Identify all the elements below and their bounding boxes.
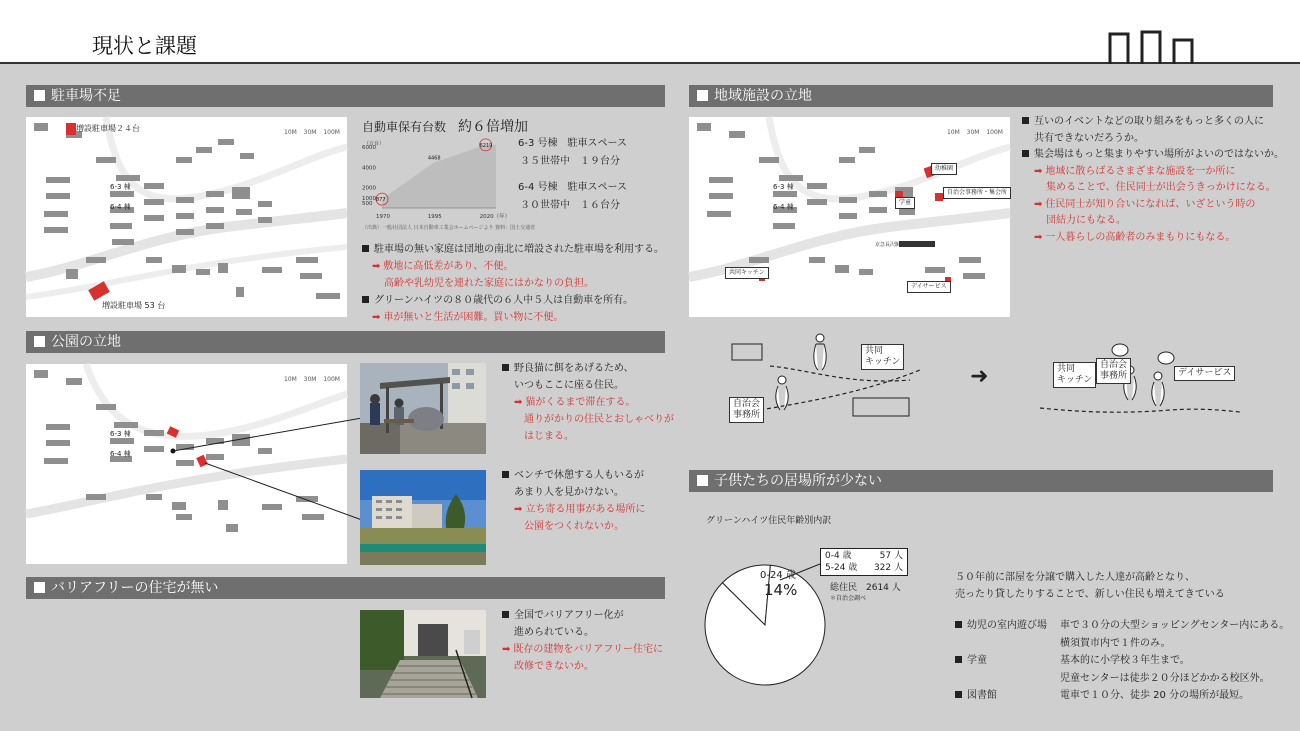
pie-percent: 14% [764, 581, 798, 599]
park-notes-2: ベンチで休憩する人もいるが あまり人を見かけない。 ➡ 立ち寄る用事がある場所に 公園をつくれないか。 [502, 467, 645, 535]
map-label-kitchen: 共同キッチン [725, 267, 769, 279]
park-map-b64: 6-4 棟 [110, 450, 131, 458]
parking-notes: 駐車場の無い家庭は団地の南北に増設された駐車場を利用する。 ➡ 敷地に高低差があり、不便。 高齢や乳幼児を連れた家庭にはかなりの負担。 グリーンハイツの８０歳代の６人中５人は自動車を所有。 ➡ 車が無いと生活が困難。買い物に不便。 [362, 241, 664, 326]
map-label-b64: 6-4 棟 [110, 203, 131, 211]
pie-callout-line [780, 560, 824, 584]
chart-y-tick: 1000 [362, 195, 376, 202]
facilities-map-b63: 6-3 棟 [773, 183, 794, 191]
park-scale-bar: 10M 30M 100M [284, 376, 340, 383]
chart-data-label: 6219 [479, 142, 493, 149]
diagram-office2-box: 自治会 事務所 [1096, 358, 1131, 384]
section-heading-children: 子供たちの居場所が少ない [689, 470, 1273, 492]
total-residents-note: ＊自治会調べ [830, 595, 867, 602]
age-breakdown-box: 0-4 歳 57 人 5-24 歳 322 人 [820, 548, 908, 576]
map-label-dayservice: デイサービス [907, 281, 951, 293]
page-title: 現状と課題 [92, 34, 197, 58]
chart-y-tick: 500 [362, 200, 373, 207]
section-heading-facilities: 地域施設の立地 [689, 85, 1273, 107]
map-label-lot2: 増設駐車場 53 台 [102, 301, 166, 310]
diagram-kitchen2-box: 共同 キッチン [1053, 362, 1096, 388]
park-map-b63: 6-3 棟 [110, 430, 131, 438]
scale-bar: 10M 30M 100M [284, 129, 340, 136]
map-label-lot1: 増設駐車場２４台 [76, 124, 140, 133]
section-heading-barrier-free: バリアフリーの住宅が無い [26, 577, 665, 599]
pie-label: 0-24 歳 [760, 570, 796, 581]
table-row: 幼児の室内遊び場 車で３０分の大型ショッピングセンター内にある。 [955, 617, 1289, 635]
chart-y-tick: 6000 [362, 145, 376, 152]
photo-park-bench [360, 470, 486, 565]
chart-data-label: 877 [376, 197, 386, 204]
diagram-kitchen-box: 共同 キッチン [861, 344, 904, 370]
map-label-office: 自治会事務所・集会所 [943, 187, 1011, 199]
parking-space-6-4: 6-4 号棟 駐車スペース ３０世帯中 １６台分 [518, 182, 628, 211]
facilities-scale-bar: 10M 30M 100M [947, 129, 1003, 136]
chart-x-tick: 1995 [427, 214, 442, 220]
facilities-notes: 互いのイベントなどの取り組みをもっと多くの人に 共有できないだろうか。 集会場はもっと集まりやすい場所がよいのではないか。 ➡ 地域に散らばるさまざまな施設を一か所に 集めることで、住民同士が出会うきっかけになる。 ➡ 住民同士が知り合いになれば、いざという時の 団結力にもなる。 ➡ 一人暮らしの高齢者のみまもりにもなる。 [1022, 114, 1284, 246]
diagram-arrow-icon: ➜ [970, 364, 989, 389]
chart-ylabel: （万台） [364, 141, 385, 147]
map-label-kindergarten: 幼稚園 [931, 163, 957, 175]
person-icon [776, 334, 826, 410]
facilities-map [689, 117, 1010, 317]
facilities-map-b64: 6-4 棟 [773, 203, 794, 211]
total-residents: 総住民 2614 人 [830, 583, 901, 593]
parking-space-6-3: 6-3 号棟 駐車スペース ３５世帯中 １９台分 [518, 138, 628, 167]
section-heading-park: 公園の立地 [26, 331, 665, 353]
photo-stairs-entrance [360, 610, 486, 698]
diagram-office-box: 自治会 事務所 [729, 397, 764, 423]
table-row: 児童センターは徒歩２０分ほどかかる校区外。 [1060, 672, 1270, 684]
children-facility-table [955, 617, 1289, 705]
map-label-station: 京急長沢駅 [875, 242, 901, 248]
chart-data-label: 4468 [427, 155, 441, 162]
chart-title: 自動車保有台数 約６倍増加 [362, 119, 529, 135]
map-label-school: 学童 [895, 197, 915, 209]
map-label-b63: 6-3 棟 [110, 183, 131, 191]
table-row: 学童 基本的に小学校３年生まで。 [955, 652, 1289, 670]
chart-x-tick: 1970 [376, 214, 390, 220]
park-notes-1: 野良猫に餌をあげるため、 いつもここに座る住民。 ➡ 猫がくるまで滞在する。 通りがかりの住民とおしゃべりが はじまる。 [502, 360, 674, 445]
children-intro: ５０年前に部屋を分譲で購入した人達が高齢となり、 売ったり貸したりすることで、新しい住民も増えてきている [955, 572, 1225, 600]
chart-y-tick: 4000 [362, 165, 376, 172]
chart-y-tick: 2000 [362, 185, 376, 192]
table-row: 横須賀市内で１件のみ。 [1060, 637, 1171, 649]
barrier-free-notes: 全国でバリアフリー化が 進められている。 ➡ 既存の建物をバリアフリー住宅に 改修できないか。 [502, 610, 663, 672]
table-row: 図書館 電車で１０分、徒歩 20 分の場所が最短。 [955, 687, 1289, 705]
chart-source: （出典）一般社団法人 日本自動車工業会ホームページより 資料：国土交通省 [362, 225, 536, 231]
section-heading-parking: 駐車場不足 [26, 85, 665, 107]
diagram-dayservice-box: デイサービス [1174, 366, 1235, 381]
photo-resident-bench [360, 363, 486, 454]
chart-x-tick: 2020（年） [479, 214, 511, 220]
pie-title: グリーンハイツ住民年齢別内訳 [706, 516, 832, 526]
